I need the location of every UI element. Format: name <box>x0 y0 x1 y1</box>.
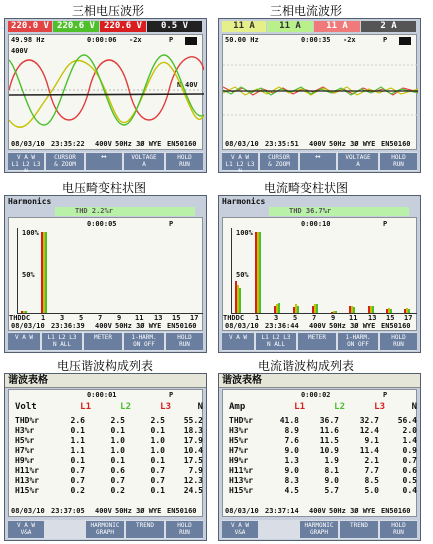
voltage-harmonics-panel <box>4 195 207 353</box>
voltage-key[interactable]: VOLTAGE A <box>338 153 378 170</box>
unit-label: Amp <box>229 402 246 412</box>
harmonics-title: Harmonics <box>222 197 266 206</box>
cell-l3: 0.1 <box>150 426 165 435</box>
h13-l3-bar <box>372 306 374 313</box>
standard-readout: EN50160 <box>167 140 197 148</box>
trend-key[interactable]: TREND <box>126 521 164 538</box>
cell-l3: 0.7 <box>150 466 165 475</box>
h11-l3-bar <box>353 307 355 313</box>
cell-l2: 1.9 <box>324 456 339 465</box>
elapsed-time: 0:00:01 <box>87 391 117 399</box>
h17-l3-bar <box>408 309 410 313</box>
clock-readout: 23:36:44 <box>265 322 299 330</box>
elapsed-time: 0:00:35 <box>301 36 331 44</box>
cursor-zoom-key[interactable]: CURSOR & ZOOM <box>260 153 298 170</box>
date-readout: 08/03/10 <box>225 507 259 515</box>
table-row <box>15 466 203 476</box>
x-tick-11: 11 <box>135 314 144 322</box>
row-label: H13%r <box>229 476 254 485</box>
row-label: H7%r <box>229 446 249 455</box>
table-title: 谐波表格 <box>5 374 206 388</box>
voltage-harmonics-table-panel <box>4 373 207 541</box>
table-row <box>15 456 203 466</box>
voltage-waveform-screen <box>8 34 203 150</box>
cell-l3: 0.7 <box>150 476 165 485</box>
cell-l3: 2.1 <box>364 456 379 465</box>
frequency-readout: 50.00 Hz <box>225 36 259 44</box>
config-readout: 50Hz 3Ø WYE <box>329 322 376 330</box>
h1-l3-bar <box>259 232 261 313</box>
date-readout: 08/03/10 <box>225 140 259 148</box>
x-tick-13: 13 <box>368 314 377 322</box>
nominal-voltage: 400V <box>309 507 326 515</box>
thd-l3-bar <box>25 311 27 313</box>
cell-l2: 5.7 <box>324 486 339 495</box>
cell-l3: 2.5 <box>150 416 165 425</box>
p-indicator: P <box>383 391 388 399</box>
row-label: H11%r <box>15 466 40 475</box>
cursor-zoom-key[interactable]: CURSOR & ZOOM <box>46 153 84 170</box>
cell-n: 56.4 <box>397 416 417 425</box>
cell-l1: 41.8 <box>279 416 299 425</box>
table-row <box>229 426 417 436</box>
p-indicator: P <box>383 220 388 228</box>
row-label: H9%r <box>15 456 35 465</box>
caption-voltage-harmonic-table: 电压谐波构成列表 <box>57 359 154 373</box>
table-row <box>229 446 417 456</box>
cell-l3: 12.4 <box>359 426 379 435</box>
clock-readout: 23:35:22 <box>51 140 85 148</box>
col-n: N <box>197 402 203 412</box>
elapsed-time: 0:00:06 <box>87 36 117 44</box>
cell-n: 0.6 <box>402 466 417 475</box>
config-readout: 50Hz 3Ø WYE <box>115 507 162 515</box>
zoom-level: -2x <box>343 36 356 44</box>
nominal-voltage: 400V <box>95 140 112 148</box>
cell-l3: 7.7 <box>364 466 379 475</box>
cell-l2: 8.1 <box>324 466 339 475</box>
cell-l1: 9.0 <box>284 466 299 475</box>
cell-l2: 1.0 <box>110 446 125 455</box>
row-label: H3%r <box>15 426 35 435</box>
cell-n: 17.5 <box>183 456 203 465</box>
cell-l2: 0.2 <box>110 486 125 495</box>
cell-l3: 1.0 <box>150 436 165 445</box>
table-title: 谐波表格 <box>219 374 420 388</box>
cell-l1: 0.7 <box>70 476 85 485</box>
x-tick-13: 13 <box>154 314 163 322</box>
row-label: H15%r <box>15 486 40 495</box>
pct100-label: 100% <box>22 229 39 237</box>
row-label: H11%r <box>229 466 254 475</box>
trend-key[interactable]: TREND <box>340 521 378 538</box>
cell-l1: 1.1 <box>70 436 85 445</box>
n-voltage-trace <box>9 94 204 95</box>
h5-l3-bar <box>297 306 299 313</box>
hold-run-key[interactable]: HOLD RUN <box>380 333 417 350</box>
scale-top-label: 400V <box>11 47 28 55</box>
vaw-key[interactable]: V A W V&A <box>8 521 44 538</box>
meter-key[interactable]: METER <box>298 333 336 350</box>
cell-l3: 11.4 <box>359 446 379 455</box>
x-tick-3: 3 <box>60 314 65 322</box>
frequency-readout: 49.98 Hz <box>11 36 45 44</box>
row-label: H3%r <box>229 426 249 435</box>
zoom-level: -2x <box>129 36 142 44</box>
table-header-row <box>15 402 203 412</box>
cell-l1: 2.6 <box>70 416 85 425</box>
config-readout: 50Hz 3Ø WYE <box>329 140 376 148</box>
n-trace-label: N <box>177 81 182 89</box>
caption-current-harmonic-bar: 电流畸变柱状图 <box>264 181 349 195</box>
cell-n: 1.4 <box>402 436 417 445</box>
h9-l3-bar <box>335 311 337 313</box>
date-readout: 08/03/10 <box>11 140 45 148</box>
col-l1: L1 <box>294 402 305 412</box>
table-row <box>15 476 203 486</box>
table-row <box>229 436 417 446</box>
hold-run-key[interactable]: HOLD RUN <box>166 333 203 350</box>
cell-l2: 9.0 <box>324 476 339 485</box>
nominal-voltage: 400V <box>95 322 112 330</box>
l2-voltage-readout: 220.6 V <box>53 21 99 32</box>
p-indicator: P <box>169 391 174 399</box>
phase-select-key[interactable]: L1 L2 L3 N ALL <box>256 333 296 350</box>
cell-n: 2.0 <box>402 426 417 435</box>
x-tick-17: 17 <box>404 314 413 322</box>
caption-current-waveform: 三相电流波形 <box>270 4 343 18</box>
current-harmonics-table-panel <box>218 373 421 541</box>
h7-l3-bar <box>316 304 318 313</box>
l1-voltage-readout: 220.0 V <box>8 21 52 32</box>
h1-l3-bar <box>45 232 47 313</box>
voltage-harmonics-screen <box>8 217 203 331</box>
cell-l1: 7.6 <box>284 436 299 445</box>
row-label: H5%r <box>15 436 35 445</box>
p-indicator: P <box>383 36 388 44</box>
x-tick-5: 5 <box>293 314 298 322</box>
pct100-label: 100% <box>236 229 253 237</box>
cell-n: 18.3 <box>183 426 203 435</box>
clock-readout: 23:37:05 <box>51 507 85 515</box>
voltage-waveform-panel <box>4 18 207 173</box>
function-key-bar <box>8 332 203 351</box>
cell-n: 0.7 <box>402 456 417 465</box>
unit-label: Volt <box>15 402 37 412</box>
cell-n: 7.9 <box>188 466 203 475</box>
x-tick-1: 1 <box>41 314 46 322</box>
n-scale-label: 40V <box>185 81 198 89</box>
harmonic-graph-key[interactable]: HARMONIC GRAPH <box>300 521 338 538</box>
table-row <box>229 486 417 496</box>
thd-readout: THD 2.2%r <box>75 207 113 215</box>
cell-l1: 9.0 <box>284 446 299 455</box>
cell-l1: 8.3 <box>284 476 299 485</box>
plot-y-axis <box>17 228 18 314</box>
x-tick-11: 11 <box>349 314 358 322</box>
date-readout: 08/03/10 <box>11 322 45 330</box>
cell-l3: 1.0 <box>150 446 165 455</box>
col-l2: L2 <box>120 402 131 412</box>
current-waveform-screen <box>222 34 417 150</box>
function-key-bar <box>222 152 417 171</box>
function-key-bar <box>222 520 417 539</box>
pct50-label: 50% <box>22 271 35 279</box>
x-tick-7: 7 <box>312 314 317 322</box>
cell-l1: 4.5 <box>284 486 299 495</box>
p-indicator: P <box>169 220 174 228</box>
cell-l3: 0.1 <box>150 456 165 465</box>
cell-n: 0.4 <box>402 486 417 495</box>
cell-l3: 0.1 <box>150 486 165 495</box>
table-row <box>15 416 203 426</box>
thd-l3-bar <box>239 288 241 313</box>
cell-l1: 8.9 <box>284 426 299 435</box>
clock-readout: 23:36:39 <box>51 322 85 330</box>
current-waveform-panel <box>218 18 421 173</box>
col-n: N <box>411 402 417 412</box>
caption-voltage-harmonic-bar: 电压畸变柱状图 <box>62 181 147 195</box>
vaw-key[interactable]: V A W <box>222 333 254 350</box>
cell-l2: 0.7 <box>110 476 125 485</box>
cell-n: 0.5 <box>402 476 417 485</box>
battery-icon <box>185 37 197 45</box>
cell-n: 24.5 <box>183 486 203 495</box>
thd-readout: THD 36.7%r <box>289 207 332 215</box>
l1-current-readout: 11 A <box>222 21 266 32</box>
config-readout: 50Hz 3Ø WYE <box>115 322 162 330</box>
cell-l2: 0.1 <box>110 426 125 435</box>
l2-current-readout: 11 A <box>267 21 313 32</box>
p-indicator: P <box>169 36 174 44</box>
battery-icon <box>399 37 411 45</box>
row-label: H7%r <box>15 446 35 455</box>
cell-l3: 9.1 <box>364 436 379 445</box>
plot-y-axis <box>231 228 232 314</box>
cell-l1: 1.3 <box>284 456 299 465</box>
nominal-voltage: 400V <box>309 140 326 148</box>
cell-l1: 0.7 <box>70 466 85 475</box>
cell-l2: 10.9 <box>319 446 339 455</box>
date-readout: 08/03/10 <box>11 507 45 515</box>
cell-l2: 11.5 <box>319 436 339 445</box>
current-waveform-plot <box>223 45 418 141</box>
one-harm-key[interactable]: 1-HARM. ON OFF <box>124 333 164 350</box>
current-table-screen <box>222 389 417 517</box>
table-row <box>229 466 417 476</box>
row-label: H5%r <box>229 436 249 445</box>
table-row <box>15 436 203 446</box>
arrow-key[interactable]: ↔ <box>300 153 336 170</box>
voltage-table-screen <box>8 389 203 517</box>
nominal-voltage: 400V <box>95 507 112 515</box>
clock-readout: 23:35:51 <box>265 140 299 148</box>
vaw-key[interactable]: V A W <box>8 333 40 350</box>
cell-l2: 11.6 <box>319 426 339 435</box>
l3-current-readout: 11 A <box>314 21 360 32</box>
table-row <box>15 486 203 496</box>
col-l3: L3 <box>160 402 171 412</box>
x-tick-thd: THDDC <box>223 314 245 322</box>
elapsed-time: 0:00:10 <box>301 220 331 228</box>
hold-run-key[interactable]: HOLD RUN <box>380 521 417 538</box>
caption-current-harmonic-table: 电流谐波构成列表 <box>258 359 355 373</box>
function-key-bar <box>8 520 203 539</box>
x-tick-9: 9 <box>331 314 336 322</box>
x-tick-15: 15 <box>172 314 181 322</box>
table-row <box>229 456 417 466</box>
cell-l2: 36.7 <box>319 416 339 425</box>
n-current-readout: 2 A <box>361 21 416 32</box>
cell-l1: 0.1 <box>70 426 85 435</box>
cell-l1: 0.1 <box>70 456 85 465</box>
hold-run-key[interactable]: HOLD RUN <box>166 153 203 170</box>
cell-n: 55.2 <box>183 416 203 425</box>
x-tick-15: 15 <box>386 314 395 322</box>
cell-l3: 8.5 <box>364 476 379 485</box>
clock-readout: 23:37:14 <box>265 507 299 515</box>
row-label: H13%r <box>15 476 40 485</box>
date-readout: 08/03/10 <box>225 322 259 330</box>
caption-voltage-waveform: 三相电压波形 <box>72 4 145 18</box>
x-tick-9: 9 <box>117 314 122 322</box>
elapsed-time: 0:00:02 <box>301 391 331 399</box>
hold-run-key[interactable]: HOLD RUN <box>166 521 203 538</box>
standard-readout: EN50160 <box>167 322 197 330</box>
vaw-key[interactable]: V A W V&A <box>222 521 258 538</box>
elapsed-time: 0:00:05 <box>87 220 117 228</box>
cell-l2: 0.6 <box>110 466 125 475</box>
x-tick-3: 3 <box>274 314 279 322</box>
table-row <box>229 416 417 426</box>
current-harmonics-screen <box>222 217 417 331</box>
row-label: THD%r <box>15 416 40 425</box>
col-l3: L3 <box>374 402 385 412</box>
x-tick-7: 7 <box>98 314 103 322</box>
function-key-bar <box>8 152 203 171</box>
current-harmonics-panel <box>218 195 421 353</box>
phase-select-key[interactable]: V A W L1 L2 L3 N <box>8 153 44 170</box>
row-label: THD%r <box>229 416 254 425</box>
config-readout: 50Hz 3Ø WYE <box>329 507 376 515</box>
x-tick-thd: THDDC <box>9 314 31 322</box>
cell-n: 10.4 <box>183 446 203 455</box>
h3-l3-bar <box>278 303 280 313</box>
x-tick-5: 5 <box>79 314 84 322</box>
harmonic-graph-key[interactable]: HARMONIC GRAPH <box>86 521 124 538</box>
x-tick-1: 1 <box>255 314 260 322</box>
voltage-key[interactable]: VOLTAGE A <box>124 153 164 170</box>
nominal-voltage: 400V <box>309 322 326 330</box>
cell-l1: 0.2 <box>70 486 85 495</box>
cell-n: 12.3 <box>183 476 203 485</box>
cell-n: 0.9 <box>402 446 417 455</box>
meter-key[interactable]: METER <box>84 333 122 350</box>
table-header-row <box>229 402 417 412</box>
x-tick-17: 17 <box>190 314 199 322</box>
function-key-bar <box>222 332 417 351</box>
col-l2: L2 <box>334 402 345 412</box>
cell-l3: 32.7 <box>359 416 379 425</box>
row-label: H15%r <box>229 486 254 495</box>
cell-n: 17.9 <box>183 436 203 445</box>
phase-select-key[interactable]: V A W L1 L2 L3 N <box>222 153 258 170</box>
cell-l3: 5.0 <box>364 486 379 495</box>
table-row <box>229 476 417 486</box>
standard-readout: EN50160 <box>381 507 411 515</box>
table-row <box>15 426 203 436</box>
cell-l1: 1.1 <box>70 446 85 455</box>
harmonics-title: Harmonics <box>8 197 52 206</box>
config-readout: 50Hz 3Ø WYE <box>115 140 162 148</box>
hold-run-key[interactable]: HOLD RUN <box>380 153 417 170</box>
cell-l2: 1.0 <box>110 436 125 445</box>
table-row <box>15 446 203 456</box>
arrow-key[interactable]: ↔ <box>86 153 122 170</box>
standard-readout: EN50160 <box>167 507 197 515</box>
voltage-waveform-plot <box>9 45 204 141</box>
cell-l2: 0.1 <box>110 456 125 465</box>
pct50-label: 50% <box>236 271 249 279</box>
h15-l3-bar <box>390 309 392 313</box>
col-l1: L1 <box>80 402 91 412</box>
one-harm-key[interactable]: 1-HARM. ON OFF <box>338 333 378 350</box>
cell-l2: 2.5 <box>110 416 125 425</box>
phase-select-key[interactable]: L1 L2 L3 N ALL <box>42 333 82 350</box>
n-voltage-readout: 0.5 V <box>147 21 202 32</box>
standard-readout: EN50160 <box>381 322 411 330</box>
row-label: H9%r <box>229 456 249 465</box>
standard-readout: EN50160 <box>381 140 411 148</box>
l3-voltage-readout: 220.6 V <box>100 21 146 32</box>
